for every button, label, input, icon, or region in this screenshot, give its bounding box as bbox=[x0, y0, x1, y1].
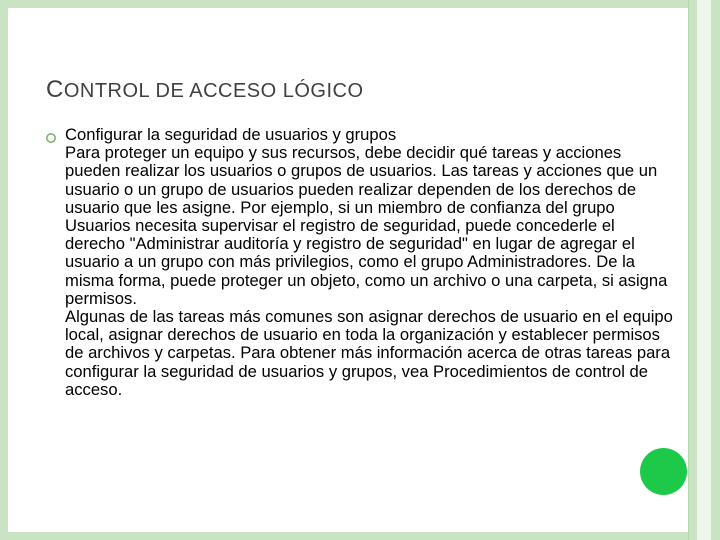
body-paragraph-1: Para proteger un equipo y sus recursos, debe decidir qué tareas y acciones pueden realizar los usuarios o grupos de usuarios. Las tareas y acciones que un usuario o un grupo de usuarios pueden realizar dependen de los derechos de usuario que les asigne. Por ejemplo, si un miembro de confianza del grupo Usuarios necesita supervisar el registro de seguridad, puede concederle el derecho "Administrar auditoría y registro de seguridad" en lugar de agregar el usuario a un grupo con más privilegios, como el grupo Administradores. De la misma forma, puede proteger un objeto, como un archivo o una carpeta, si asigna permisos. bbox=[65, 143, 668, 308]
top-border bbox=[8, 0, 688, 8]
green-circle-decoration bbox=[640, 448, 687, 495]
hollow-circle-bullet-icon bbox=[45, 132, 57, 144]
body-paragraph-2: Algunas de las tareas más comunes son asignar derechos de usuario en el equipo local, asignar derechos de usuario en toda la organización y establecer permisos de archivos y carpetas. Para obtener más información acerca de otras tareas para configurar la seguridad de usuarios y grupos, vea Procedimientos de control de acceso. bbox=[65, 307, 673, 399]
left-border bbox=[0, 0, 8, 540]
bottom-border bbox=[8, 532, 688, 540]
slide-title bbox=[46, 76, 364, 104]
bullet-heading: Configurar la seguridad de usuarios y grupos bbox=[65, 125, 397, 144]
slide-title-initial: C bbox=[46, 76, 64, 103]
right-decorative-bar-stripe bbox=[697, 0, 711, 540]
slide-body bbox=[65, 126, 677, 399]
slide-title-rest: ONTROL DE ACCESO LÓGICO bbox=[63, 80, 364, 102]
right-bar-edge-line bbox=[688, 0, 689, 540]
